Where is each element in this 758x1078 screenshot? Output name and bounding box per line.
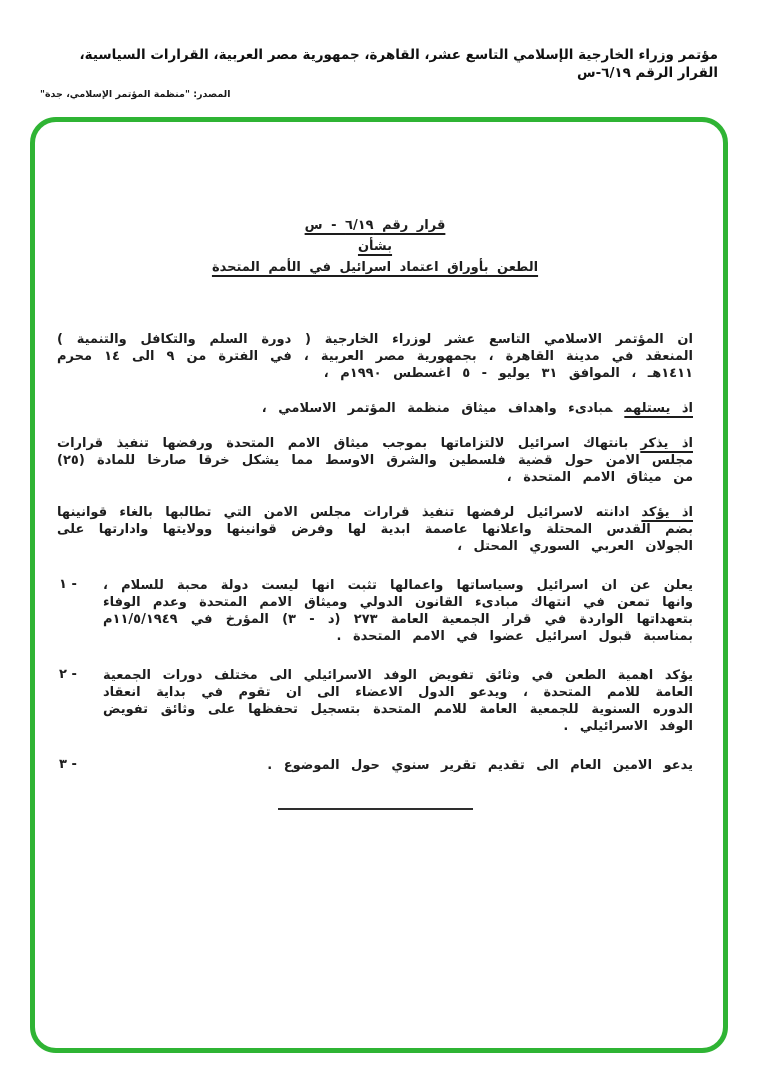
preamble-paragraph <box>57 504 693 555</box>
end-divider <box>278 808 473 810</box>
paragraph-text: مبادىء واهداف ميثاق منظمة المؤتمر الاسلامي ، <box>261 401 613 417</box>
paragraph-lead: اذ يستلهم <box>624 401 693 417</box>
operative-paragraph <box>57 577 693 645</box>
item-number: ١ - <box>59 577 77 592</box>
item-number: ٢ - <box>59 667 77 682</box>
paragraph-lead: اذ يؤكد <box>641 505 693 521</box>
item-text: يؤكد اهمية الطعن في وثائق تفويض الوفد الاسرائيلي الى مختلف دورات الجمعية العامة للامم المتحدة ، ويدعو الدول الاعضاء الى ان تقوم في بداية انعقاد الدوره السنوية للجمعية العامة للامم المتحدة بتسجيل تحفظها على وثائق تفويض الوفد الاسرائيلي . <box>103 668 693 735</box>
item-number: ٣ - <box>59 757 77 772</box>
resolution-subject-label-line <box>57 235 693 256</box>
resolution-title-block <box>57 214 693 277</box>
preamble-paragraph <box>57 435 693 486</box>
item-text: يدعو الامين العام الى تقديم تقرير سنوي حول الموضوع . <box>267 758 693 774</box>
resolution-number: قرار رقم ٦/١٩ - س <box>304 218 446 234</box>
paragraph-text: بانتهاك اسرائيل لالتزاماتها بموجب ميثاق الامم المتحدة ورفضها تنفيذ قرارات مجلس الامن حول قضية فلسطين والشرق الاوسط مما يشكل خرقا صارخا للمادة (٢٥) من ميثاق الامم المتحدة ، <box>57 436 693 486</box>
resolution-subject-label: بشأن <box>357 239 393 255</box>
scanned-document-frame <box>30 117 728 1053</box>
citation-source: المصدر: "منظمة المؤتمر الإسلامي، جدة" <box>40 89 231 101</box>
resolution-number-line <box>57 214 693 235</box>
preamble-paragraph <box>57 331 693 382</box>
resolution-subject-line <box>57 256 693 277</box>
citation-title: مؤتمر وزراء الخارجية الإسلامي التاسع عشر، القاهرة، جمهورية مصر العربية، القرارات السياسية، القرار الرقم ٦/١٩-س <box>79 47 718 82</box>
item-text: يعلن عن ان اسرائيل وسياساتها واعمالها تثبت انها ليست دولة محبة للسلام ، وانها تمعن في انتهاك مبادىء القانون الدولي وميثاق الامم المتحدة وعدم الوفاء بتعهداتها الواردة في قرار الجمعية العامة ٢٧٣ (د - ٣) المؤرخ في ١١/٥/١٩٤٩م بمناسبة قبول اسرائيل عضوا في الامم المتحدة . <box>103 578 693 645</box>
citation-header <box>0 0 758 100</box>
paragraph-text: ادانته لاسرائيل لرفضها تنفيذ قرارات مجلس الامن التي تطالبها بالغاء قوانينها بضم القدس المحتلة واعلانها عاصمة ابدية لها وفرض قوانينها وولايتها وادارتها على الجولان العربي السوري المحتل ، <box>57 505 693 555</box>
operative-paragraph <box>57 757 693 774</box>
operative-paragraph <box>57 667 693 735</box>
paragraph-lead: اذ يذكر <box>640 436 693 452</box>
paragraph-text: ان المؤتمر الاسلامي التاسع عشر لوزراء الخارجية ( دورة السلم والتكافل والتنمية ) المنعقد في مدينة القاهرة ، بجمهورية مصر العربية ، في الفترة من ٩ الى ١٤ محرم ١٤١١هـ ، الموافق ٣١ يوليو - ٥ اغسطس ١٩٩٠م ، <box>57 332 694 382</box>
resolution-subject: الطعن بأوراق اعتماد اسرائيل في الأمم المتحدة <box>211 260 539 276</box>
operative-paragraphs <box>57 577 693 774</box>
preamble-paragraph <box>57 400 693 417</box>
